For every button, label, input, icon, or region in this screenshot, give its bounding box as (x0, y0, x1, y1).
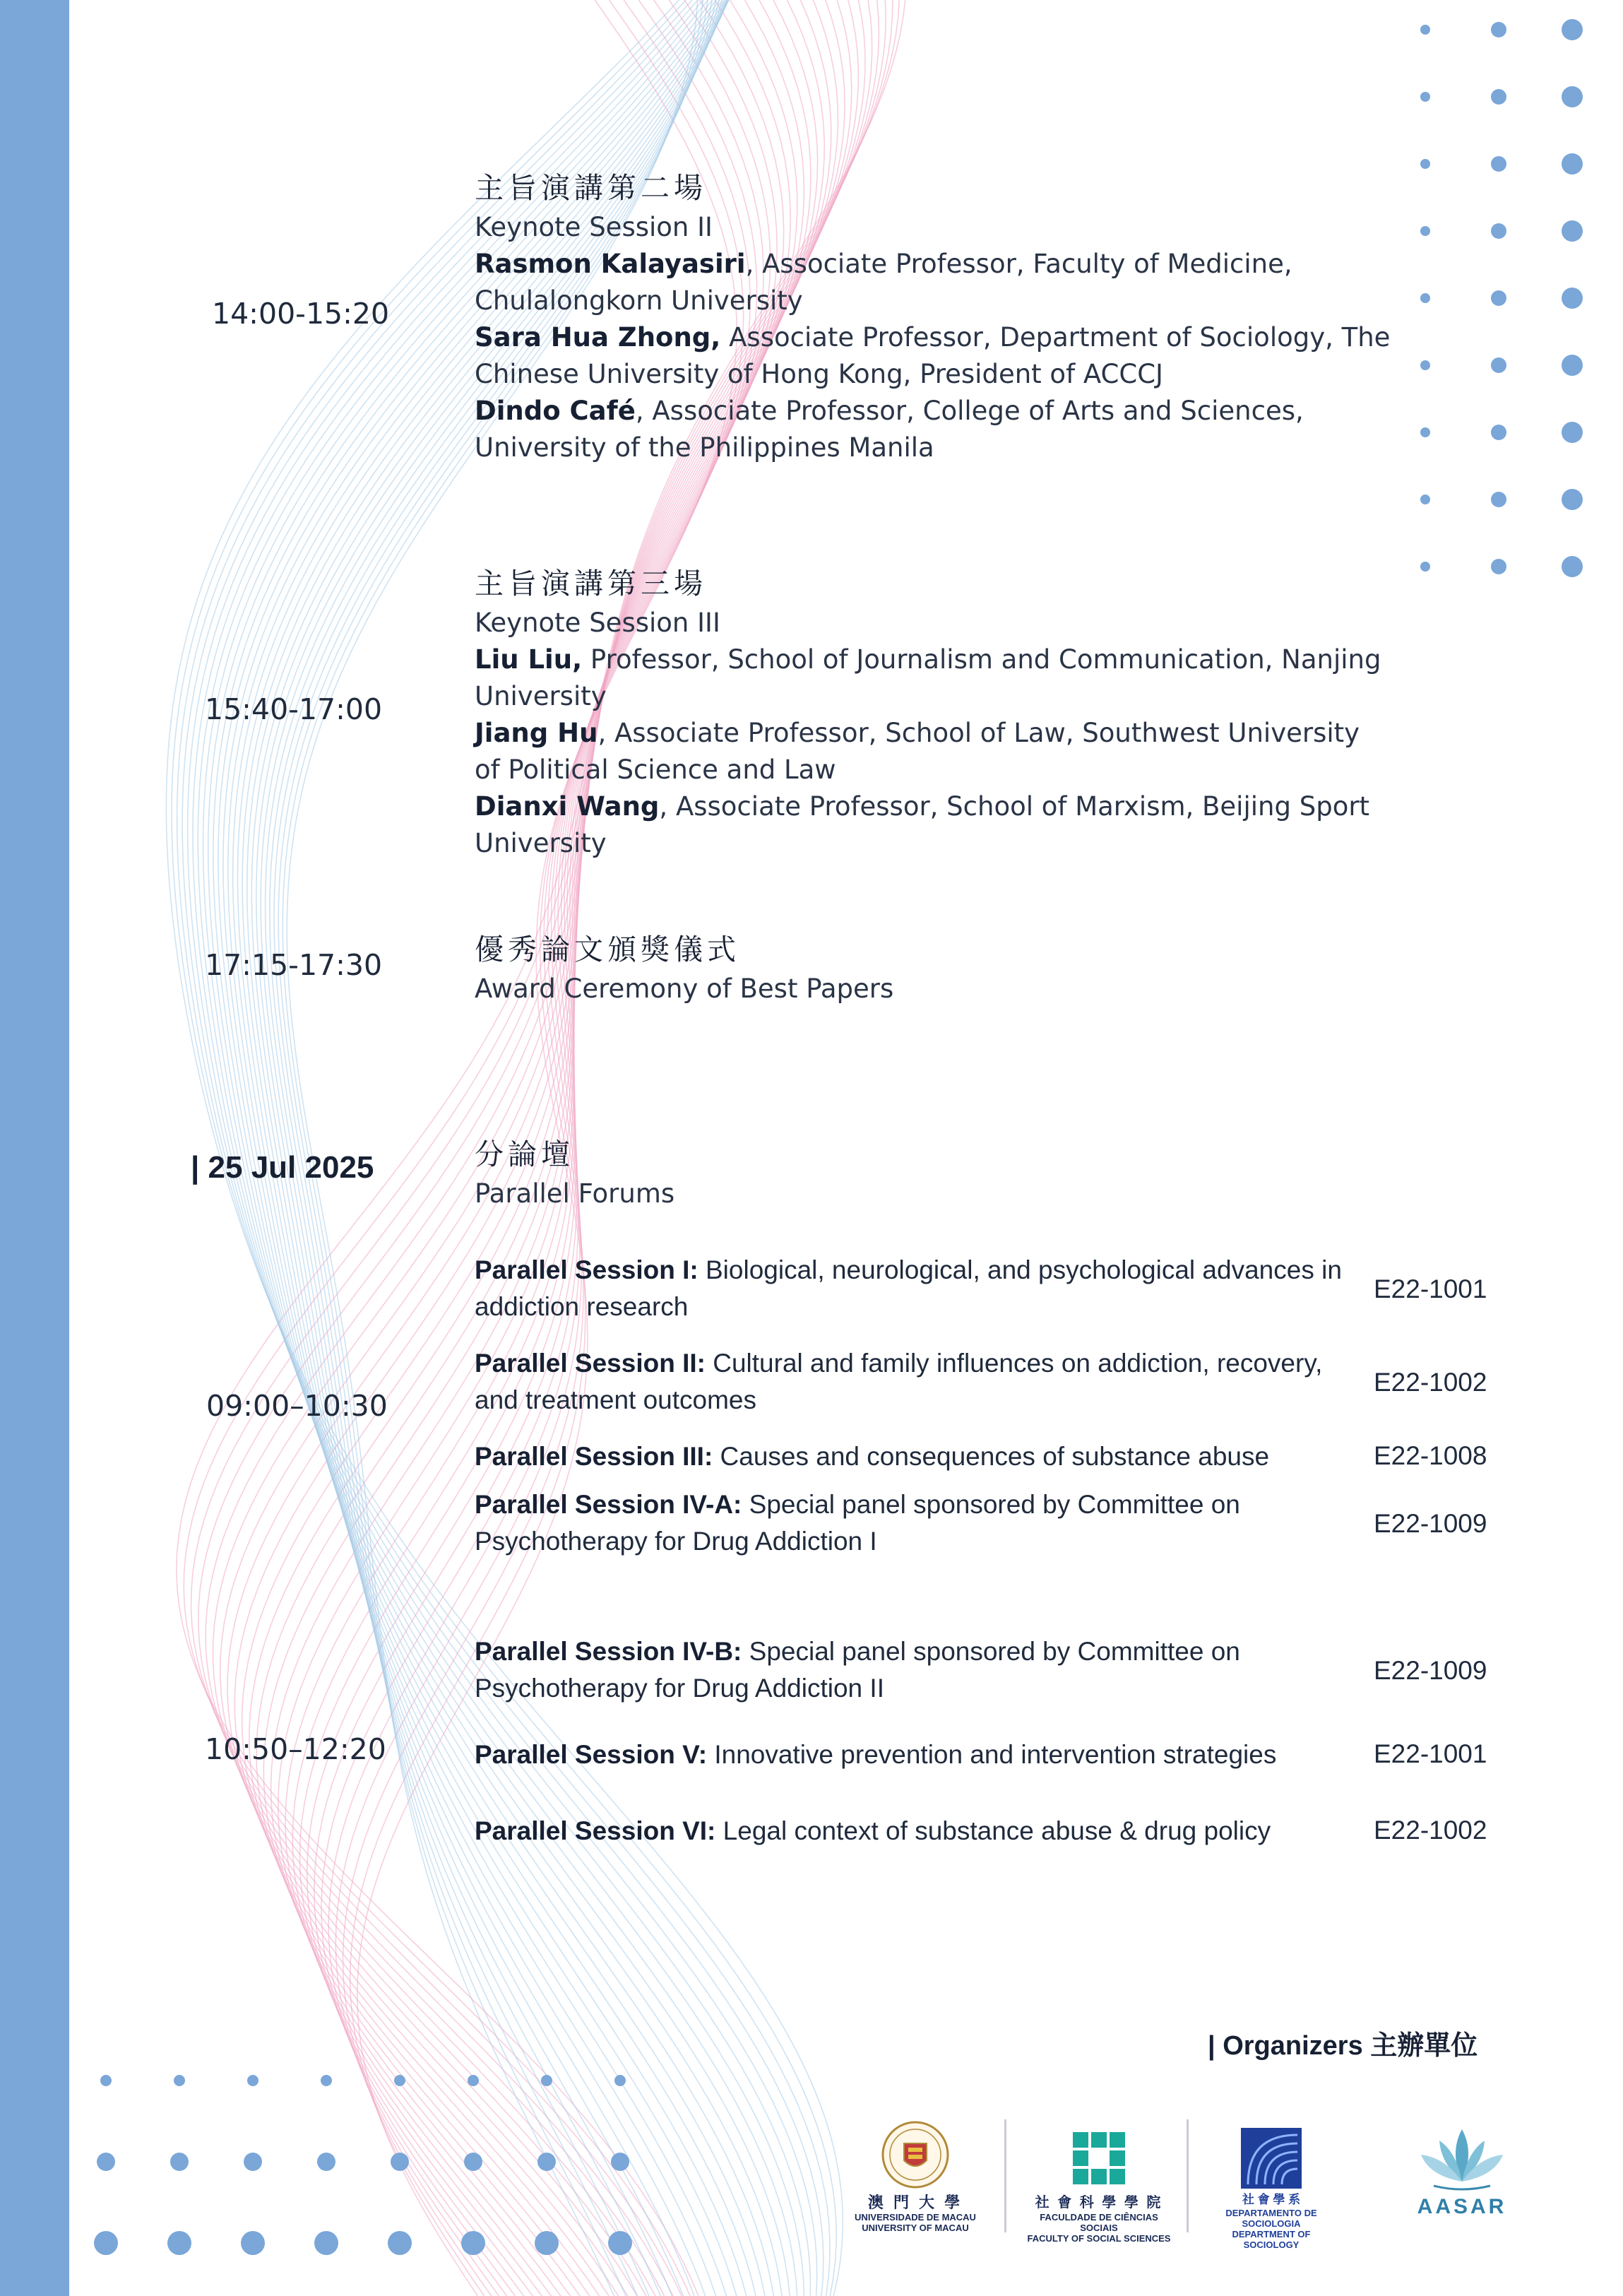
speaker-affiliation: , Associate Professor, School of Law, Southwest University of Political Science and Law (475, 718, 1360, 785)
room-label: E22-1001 (1374, 1274, 1487, 1303)
speaker (475, 319, 1393, 393)
speaker-affiliation: Associate Professor, Department of Sociology, The Chinese University of Hong Kong, President of ACCCJ (475, 322, 1391, 389)
time-block-2: 10:50–12:20 (205, 1732, 386, 1766)
aasar-name: AASAR (1417, 2195, 1507, 2218)
room-label: E22-1002 (1374, 1816, 1487, 1845)
decor-dot (1562, 220, 1583, 242)
decor-dot (1562, 153, 1583, 174)
um-name-zh: 澳 門 大 學 (867, 2194, 963, 2211)
decor-dot (1562, 86, 1583, 107)
decor-dot (1491, 22, 1506, 37)
soc-name-en: DEPARTMENT OF SOCIOLOGY (1232, 2229, 1311, 2250)
fss-name-zh: 社 會 科 學 學 院 (1035, 2195, 1163, 2211)
award-title-en: Award Ceremony of Best Papers (475, 974, 894, 1004)
decor-dot (1491, 492, 1506, 507)
award-block (475, 928, 893, 1007)
decor-dot (1562, 422, 1583, 443)
decor-dot (1420, 495, 1430, 504)
decor-dot (314, 2231, 338, 2255)
session-label: Parallel Session II: (475, 1349, 706, 1378)
parallel-session (475, 1345, 1343, 1419)
room-label: E22-1008 (1374, 1441, 1487, 1470)
room-label: E22-1009 (1374, 1509, 1487, 1538)
room-label: E22-1001 (1374, 1739, 1487, 1768)
session-topic: Special panel sponsored by Committee on Psychotherapy for Drug Addiction II (475, 1637, 1240, 1703)
keynote-2-title-zh: 主旨演講第二場 (475, 171, 707, 205)
speaker-name: Jiang Hu (475, 718, 598, 748)
decor-dot (614, 2075, 626, 2086)
decor-dot (394, 2075, 405, 2086)
keynote-2-title-en: Keynote Session II (475, 212, 713, 242)
decor-dot (321, 2075, 332, 2086)
decor-dot (94, 2231, 118, 2255)
parallel-session (475, 1438, 1343, 1475)
parallel-session (475, 1252, 1343, 1325)
speaker (475, 788, 1393, 862)
um-crest-icon (880, 2119, 951, 2190)
decor-dot (1420, 360, 1430, 370)
time-keynote-3: 15:40-17:00 (205, 692, 383, 726)
decor-dot (1562, 556, 1583, 577)
university-of-macau-logo (845, 2119, 986, 2233)
session-topic: Cultural and family influences on addiction, recovery, and treatment outcomes (475, 1349, 1323, 1414)
keynote-3-title-zh: 主旨演講第三場 (475, 567, 707, 600)
soc-name-pt: DEPARTAMENTO DE SOCIOLOGIA (1225, 2208, 1317, 2229)
speaker (475, 246, 1393, 319)
fss-emblem-icon (1067, 2126, 1131, 2190)
session-label: Parallel Session VI: (475, 1816, 716, 1845)
decor-dot (461, 2231, 485, 2255)
aasar-logo (1405, 2121, 1518, 2219)
speaker (475, 393, 1393, 466)
session-topic: Causes and consequences of substance abuse (713, 1442, 1270, 1471)
speaker (475, 715, 1393, 788)
decor-dot (391, 2153, 409, 2171)
decor-dot (1420, 159, 1430, 169)
parallel-session (475, 1813, 1343, 1850)
room-label: E22-1009 (1374, 1656, 1487, 1685)
logo-divider (1004, 2119, 1006, 2232)
speaker-affiliation: , Associate Professor, Faculty of Medicine, Chulalongkorn University (475, 249, 1292, 316)
decor-dot (170, 2153, 189, 2171)
faculty-social-sciences-logo (1021, 2126, 1177, 2244)
parallel-forums-title-zh: 分論壇 (475, 1137, 574, 1171)
decor-dot (1491, 156, 1506, 172)
speaker-name: Rasmon Kalayasiri (475, 249, 746, 279)
decor-dot (1562, 288, 1583, 309)
speaker-name: Sara Hua Zhong, (475, 322, 721, 353)
lotus-icon (1413, 2121, 1511, 2191)
decor-dot (537, 2153, 556, 2171)
keynote-3-title-en: Keynote Session III (475, 608, 720, 638)
speaker-affiliation: Professor, School of Journalism and Communication, Nanjing University (475, 644, 1381, 711)
session-topic: Innovative prevention and intervention strategies (707, 1740, 1277, 1769)
parallel-forums-title-en: Parallel Forums (475, 1178, 675, 1209)
speaker-name: Dindo Café (475, 396, 636, 426)
time-block-1: 09:00–10:30 (206, 1389, 388, 1423)
decor-dot (388, 2231, 412, 2255)
speaker-affiliation: , Associate Professor, College of Arts and Sciences, University of the Philippines Manila (475, 396, 1304, 463)
decor-dot (611, 2153, 629, 2171)
decor-dot (1562, 19, 1583, 40)
time-keynote-2: 14:00-15:20 (212, 297, 390, 331)
decor-dot (608, 2231, 632, 2255)
session-label: Parallel Session V: (475, 1740, 708, 1769)
sociology-emblem-icon (1241, 2128, 1302, 2189)
svg-text:S: S (1090, 2146, 1107, 2173)
award-title-zh: 優秀論文頒獎儀式 (475, 933, 740, 966)
decor-dot (1562, 355, 1583, 376)
decor-dot (1420, 562, 1430, 572)
logo-divider (1187, 2119, 1189, 2232)
decor-dot (1491, 89, 1506, 105)
session-topic: Special panel sponsored by Committee on Psychotherapy for Drug Addiction I (475, 1490, 1240, 1556)
decor-dot (535, 2231, 559, 2255)
decor-dot (167, 2231, 191, 2255)
decor-dot (244, 2153, 262, 2171)
decor-dot (1420, 293, 1430, 303)
speaker (475, 641, 1393, 715)
parallel-session (475, 1736, 1343, 1773)
decor-dot (1420, 25, 1430, 35)
decor-dot (317, 2153, 335, 2171)
decor-dot (541, 2075, 552, 2086)
decor-dot (1420, 427, 1430, 437)
speaker-affiliation: , Associate Professor, School of Marxism, Beijing Sport University (475, 791, 1370, 858)
decor-dot (464, 2153, 482, 2171)
session-label: Parallel Session III: (475, 1442, 713, 1471)
decor-dot (468, 2075, 479, 2086)
department-sociology-logo (1208, 2128, 1335, 2250)
decor-dot (97, 2153, 115, 2171)
parallel-session (475, 1486, 1343, 1560)
decor-dot (247, 2075, 258, 2086)
speaker-name: Liu Liu, (475, 644, 583, 675)
parallel-forums-heading (475, 1133, 674, 1212)
decor-dot (1420, 226, 1430, 236)
session-label: Parallel Session IV-B: (475, 1637, 742, 1666)
keynote-3-block (475, 562, 1393, 862)
fss-name-pt: FACULDADE DE CIÊNCIAS SOCIAIS (1040, 2212, 1158, 2233)
decor-dot (241, 2231, 265, 2255)
organizers-heading: | Organizers 主辦單位 (1208, 2031, 1478, 2061)
decor-dot (1491, 357, 1506, 373)
speaker-name: Dianxi Wang (475, 791, 660, 822)
um-name-pt: UNIVERSIDADE DE MACAU (855, 2212, 976, 2223)
room-label: E22-1002 (1374, 1368, 1487, 1397)
fss-name-en: FACULTY OF SOCIAL SCIENCES (1027, 2233, 1171, 2244)
session-label: Parallel Session I: (475, 1255, 698, 1284)
um-name-en: UNIVERSITY OF MACAU (862, 2223, 969, 2233)
keynote-2-block (475, 167, 1393, 466)
decor-dot (1491, 425, 1506, 440)
decor-dot (1562, 489, 1583, 510)
decor-dot (1491, 223, 1506, 239)
session-topic: Legal context of substance abuse & drug policy (715, 1816, 1271, 1845)
decor-dot (1491, 290, 1506, 306)
decor-dot (1420, 92, 1430, 102)
time-award: 17:15-17:30 (205, 948, 383, 982)
decor-dot (1491, 559, 1506, 574)
decor-dot (100, 2075, 112, 2086)
soc-name-zh: 社 會 學 系 (1242, 2193, 1301, 2206)
date-heading: | 25 Jul 2025 (191, 1150, 374, 1185)
decor-dot (174, 2075, 185, 2086)
session-topic: Biological, neurological, and psychological advances in addiction research (475, 1255, 1342, 1321)
parallel-session (475, 1633, 1343, 1707)
session-label: Parallel Session IV-A: (475, 1490, 742, 1519)
